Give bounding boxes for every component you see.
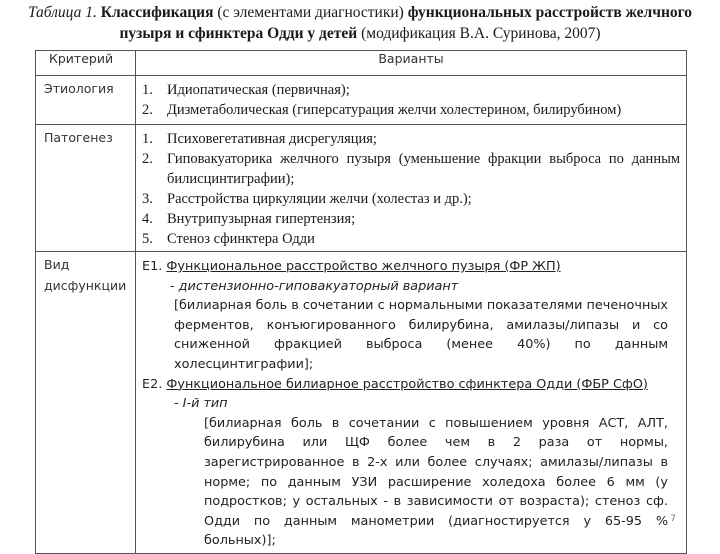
criterion-dysfunction (36, 252, 136, 554)
list-item: 1. Идиопатическая (первичная); (142, 82, 350, 98)
row-etiology (36, 76, 687, 125)
caption-suffix: (модификация В.А. Суринова, 2007) (361, 25, 601, 42)
e2-subtype: - I-й тип (174, 396, 228, 412)
row-pathogenesis (36, 125, 687, 252)
criterion-etiology: Этиология (36, 76, 136, 125)
list-item: 2. Дизметаболическая (гиперсатурация желчи холестерином, билирубином) (142, 102, 622, 118)
variants-pathogenesis (136, 125, 687, 252)
caption-prefix: Таблица 1. (27, 4, 97, 21)
variants-dysfunction (136, 252, 687, 554)
list-item: 1. Психовегетативная дисрегуляция; (142, 131, 377, 147)
e2-heading (142, 375, 668, 395)
row-dysfunction (36, 252, 687, 554)
e1-code: E1. (142, 259, 163, 274)
caption-bold-2: функциональных расстройств желчного пузыря и сфинктера Одди у детей (119, 4, 693, 42)
e1-description: [билиарная боль в сочетании с нормальными показателями печеночных ферментов, конъюгированного билирубина, амилазы/липазы и со сниженной фракцией выброса (менее 40%) по данным холесцинтиграфии]; (174, 298, 668, 372)
list-item: 4. Внутрипузырная гипертензия; (142, 211, 356, 227)
table-caption (20, 2, 700, 44)
criterion-dysfunction-line1: Вид (44, 257, 70, 272)
variants-etiology (136, 76, 687, 125)
criterion-dysfunction-line2: дисфункции (44, 278, 127, 293)
e2-description: [билиарная боль в сочетании с повышением уровня АСТ, АЛТ, билирубина или ЩФ более чем в 2 раза от нормы, зарегистрированное в 2-х или более случаях; амилазы/липазы в норме; по данным УЗИ расширение холедоха более 6 мм (у подростков; у остальных - в зависимости от возраста); стеноз сф. Одди по данным манометрии (диагностируется у 65-95 % больных)]; (204, 415, 668, 549)
e2-title: Функциональное билиарное расстройство сфинктера Одди (ФБР СфО) (166, 376, 648, 392)
caption-middle: (с элементами диагностики) (217, 4, 404, 21)
header-criterion: Критерий (36, 51, 136, 76)
e1-subtype: - дистензионно-гиповакуаторный вариант (170, 278, 459, 294)
page-number: 7 (670, 514, 676, 524)
e1-title: Функциональное расстройство желчного пузыря (ФР ЖП) (166, 259, 561, 274)
list-item: 5. Стеноз сфинктера Одди (142, 231, 315, 247)
caption-bold-1: Классификация (100, 4, 214, 21)
list-item: 2. Гиповакуаторика желчного пузыря (уменьшение фракции выброса по данным билисцинтиграфии); (142, 151, 680, 187)
e1-heading (142, 257, 668, 277)
e2-code: E2. (142, 376, 163, 392)
classification-table (35, 50, 687, 554)
header-variants: Варианты (136, 51, 687, 76)
criterion-pathogenesis: Патогенез (36, 125, 136, 252)
list-item: 3. Расстройства циркуляции желчи (холестаз и др.); (142, 191, 472, 207)
table-header-row (36, 51, 687, 76)
